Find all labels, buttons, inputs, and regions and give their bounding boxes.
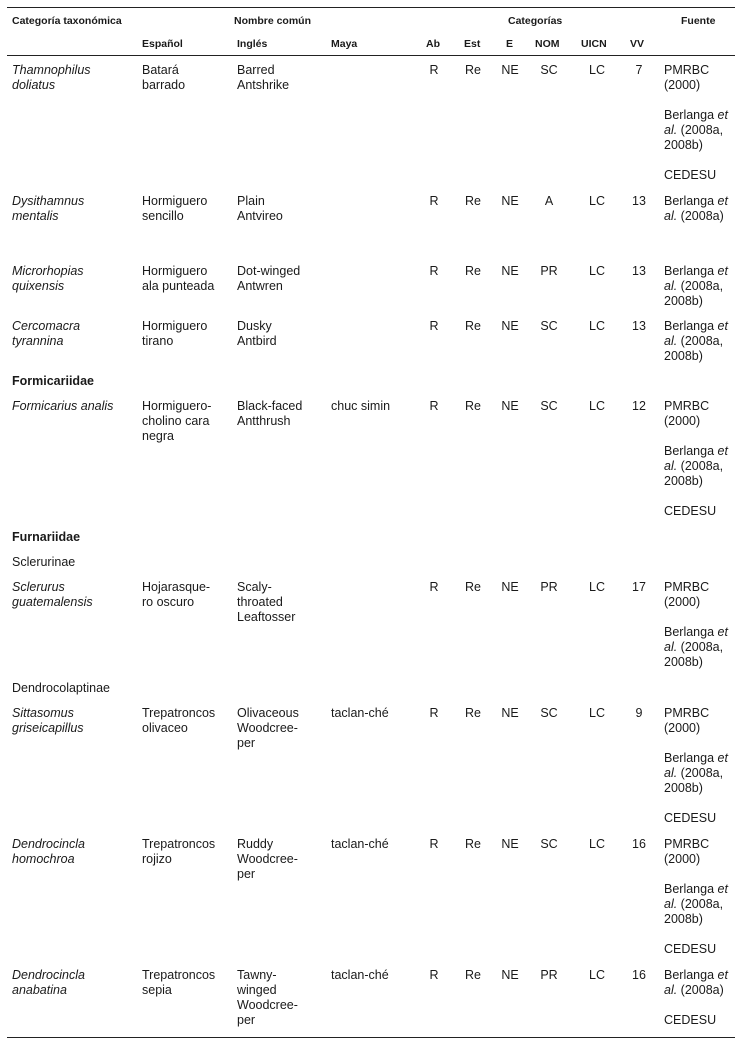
cell-source: Berlanga et al. (2008a)	[664, 194, 728, 223]
cell-e: NE	[501, 706, 519, 720]
cell-maya: chuc simin	[331, 399, 391, 413]
cell-e: NE	[501, 837, 519, 851]
cell-e: NE	[501, 63, 519, 77]
header-ingles: Inglés	[237, 38, 268, 50]
cell-en: Barred Antshrike	[237, 63, 290, 92]
cell-en: Tawny- winged Woodcree- per	[237, 968, 298, 1027]
cell-source: PMRBC (2000)	[664, 399, 710, 428]
header-fuente: Fuente	[681, 15, 716, 27]
cell-sci: Microrhopias quixensis	[12, 264, 84, 293]
cell-es: Trepatroncos sepia	[142, 968, 216, 997]
cell-en: Plain Antvireo	[237, 194, 283, 223]
cell-ab: R	[429, 968, 439, 982]
cell-en: Scaly- throated Leaftosser	[237, 580, 296, 624]
cell-es: Trepatroncos rojizo	[142, 837, 216, 866]
cell-es: Hormiguero ala punteada	[142, 264, 215, 293]
cell-source: CEDESU	[664, 504, 717, 518]
cell-est: Re	[465, 399, 481, 413]
cell-vv: 13	[632, 264, 646, 278]
cell-ab: R	[429, 194, 439, 208]
cell-sci: Sittasomus griseicapillus	[12, 706, 84, 735]
cell-en: Dot-winged Antwren	[237, 264, 301, 293]
header-maya: Maya	[331, 38, 358, 50]
cell-en: Black-faced Antthrush	[237, 399, 303, 428]
header-bottom-rule	[7, 55, 735, 56]
cell-source: Berlanga et al. (2008a, 2008b)	[664, 319, 728, 363]
cell-source: Berlanga et al. (2008a, 2008b)	[664, 751, 728, 795]
cell-es: Batará barrado	[142, 63, 186, 92]
cell-e: NE	[501, 319, 519, 333]
cell-uicn: LC	[589, 319, 605, 333]
cell-vv: 12	[632, 399, 646, 413]
cell-nom: PR	[540, 968, 558, 982]
cell-est: Re	[465, 837, 481, 851]
cell-source: Berlanga et al. (2008a, 2008b)	[664, 444, 728, 488]
cell-e: NE	[501, 399, 519, 413]
cell-uicn: LC	[589, 968, 605, 982]
cell-vv: 16	[632, 837, 646, 851]
header-e: E	[506, 38, 514, 50]
cell-vv: 9	[635, 706, 643, 720]
cell-es: Trepatroncos olivaceo	[142, 706, 216, 735]
cell-vv: 17	[632, 580, 646, 594]
header-nombre-comun: Nombre común	[234, 15, 312, 27]
cell-est: Re	[465, 319, 481, 333]
cell-nom: SC	[540, 706, 558, 720]
cell-es: Hojarasque- ro oscuro	[142, 580, 211, 609]
cell-source: Berlanga et al. (2008a)	[664, 968, 728, 997]
cell-source: PMRBC (2000)	[664, 63, 710, 92]
cell-est: Re	[465, 63, 481, 77]
cell-sci: Dendrocincla homochroa	[12, 837, 85, 866]
cell-nom: PR	[540, 264, 558, 278]
cell-nom: SC	[540, 399, 558, 413]
cell-est: Re	[465, 580, 481, 594]
cell-e: NE	[501, 580, 519, 594]
family-heading: Furnariidae	[12, 530, 81, 544]
cell-ab: R	[429, 264, 439, 278]
cell-est: Re	[465, 264, 481, 278]
cell-ab: R	[429, 706, 439, 720]
cell-source: CEDESU	[664, 942, 717, 956]
cell-vv: 13	[632, 194, 646, 208]
cell-en: Dusky Antbird	[237, 319, 277, 348]
cell-source: CEDESU	[664, 168, 717, 182]
cell-ab: R	[429, 837, 439, 851]
cell-uicn: LC	[589, 63, 605, 77]
cell-uicn: LC	[589, 580, 605, 594]
header-ab: Ab	[426, 38, 440, 50]
cell-ab: R	[429, 399, 439, 413]
cell-sci: Sclerurus guatemalensis	[12, 580, 93, 609]
cell-es: Hormiguero- cholino cara negra	[142, 399, 212, 443]
cell-es: Hormiguero tirano	[142, 319, 208, 348]
cell-source: PMRBC (2000)	[664, 706, 710, 735]
cell-nom: A	[544, 194, 554, 208]
cell-e: NE	[501, 264, 519, 278]
subfamily-heading: Dendrocolaptinae	[12, 681, 110, 695]
cell-est: Re	[465, 194, 481, 208]
family-heading: Formicariidae	[12, 374, 94, 388]
header-vv: VV	[630, 38, 645, 50]
cell-maya: taclan-ché	[331, 968, 389, 982]
cell-source: Berlanga et al. (2008a, 2008b)	[664, 264, 728, 308]
cell-est: Re	[465, 968, 481, 982]
cell-en: Ruddy Woodcree- per	[237, 837, 298, 881]
table-top-rule	[7, 7, 735, 8]
cell-uicn: LC	[589, 399, 605, 413]
header-categoria-taxonomica: Categoría taxonómica	[12, 15, 122, 27]
cell-nom: SC	[540, 319, 558, 333]
cell-vv: 13	[632, 319, 646, 333]
cell-source: Berlanga et al. (2008a, 2008b)	[664, 882, 728, 926]
header-espanol: Español	[142, 38, 183, 50]
cell-uicn: LC	[589, 706, 605, 720]
cell-vv: 16	[632, 968, 646, 982]
table-bottom-rule	[7, 1037, 735, 1038]
cell-e: NE	[501, 194, 519, 208]
header-uicn: UICN	[581, 38, 607, 50]
cell-nom: SC	[540, 63, 558, 77]
header-nom: NOM	[535, 38, 560, 50]
cell-es: Hormiguero sencillo	[142, 194, 208, 223]
cell-source: Berlanga et al. (2008a, 2008b)	[664, 625, 728, 669]
cell-source: PMRBC (2000)	[664, 837, 710, 866]
cell-ab: R	[429, 580, 439, 594]
cell-ab: R	[429, 319, 439, 333]
header-est: Est	[464, 38, 481, 50]
subfamily-heading: Sclerurinae	[12, 555, 76, 569]
cell-maya: taclan-ché	[331, 837, 389, 851]
cell-uicn: LC	[589, 264, 605, 278]
cell-sci: Dysithamnus mentalis	[12, 194, 85, 223]
cell-en: Olivaceous Woodcree- per	[237, 706, 299, 750]
cell-maya: taclan-ché	[331, 706, 389, 720]
cell-source: CEDESU	[664, 811, 717, 825]
cell-est: Re	[465, 706, 481, 720]
cell-nom: SC	[540, 837, 558, 851]
cell-nom: PR	[540, 580, 558, 594]
header-categorias: Categorías	[508, 15, 563, 27]
cell-uicn: LC	[589, 194, 605, 208]
cell-source: PMRBC (2000)	[664, 580, 710, 609]
cell-ab: R	[429, 63, 439, 77]
cell-sci: Cercomacra tyrannina	[12, 319, 81, 348]
cell-sci: Thamnophilus doliatus	[12, 63, 91, 92]
cell-source: CEDESU	[664, 1013, 717, 1027]
cell-sci: Dendrocincla anabatina	[12, 968, 85, 997]
cell-sci: Formicarius analis	[12, 399, 114, 413]
cell-source: Berlanga et al. (2008a, 2008b)	[664, 108, 728, 152]
cell-vv: 7	[635, 63, 643, 77]
cell-uicn: LC	[589, 837, 605, 851]
cell-e: NE	[501, 968, 519, 982]
